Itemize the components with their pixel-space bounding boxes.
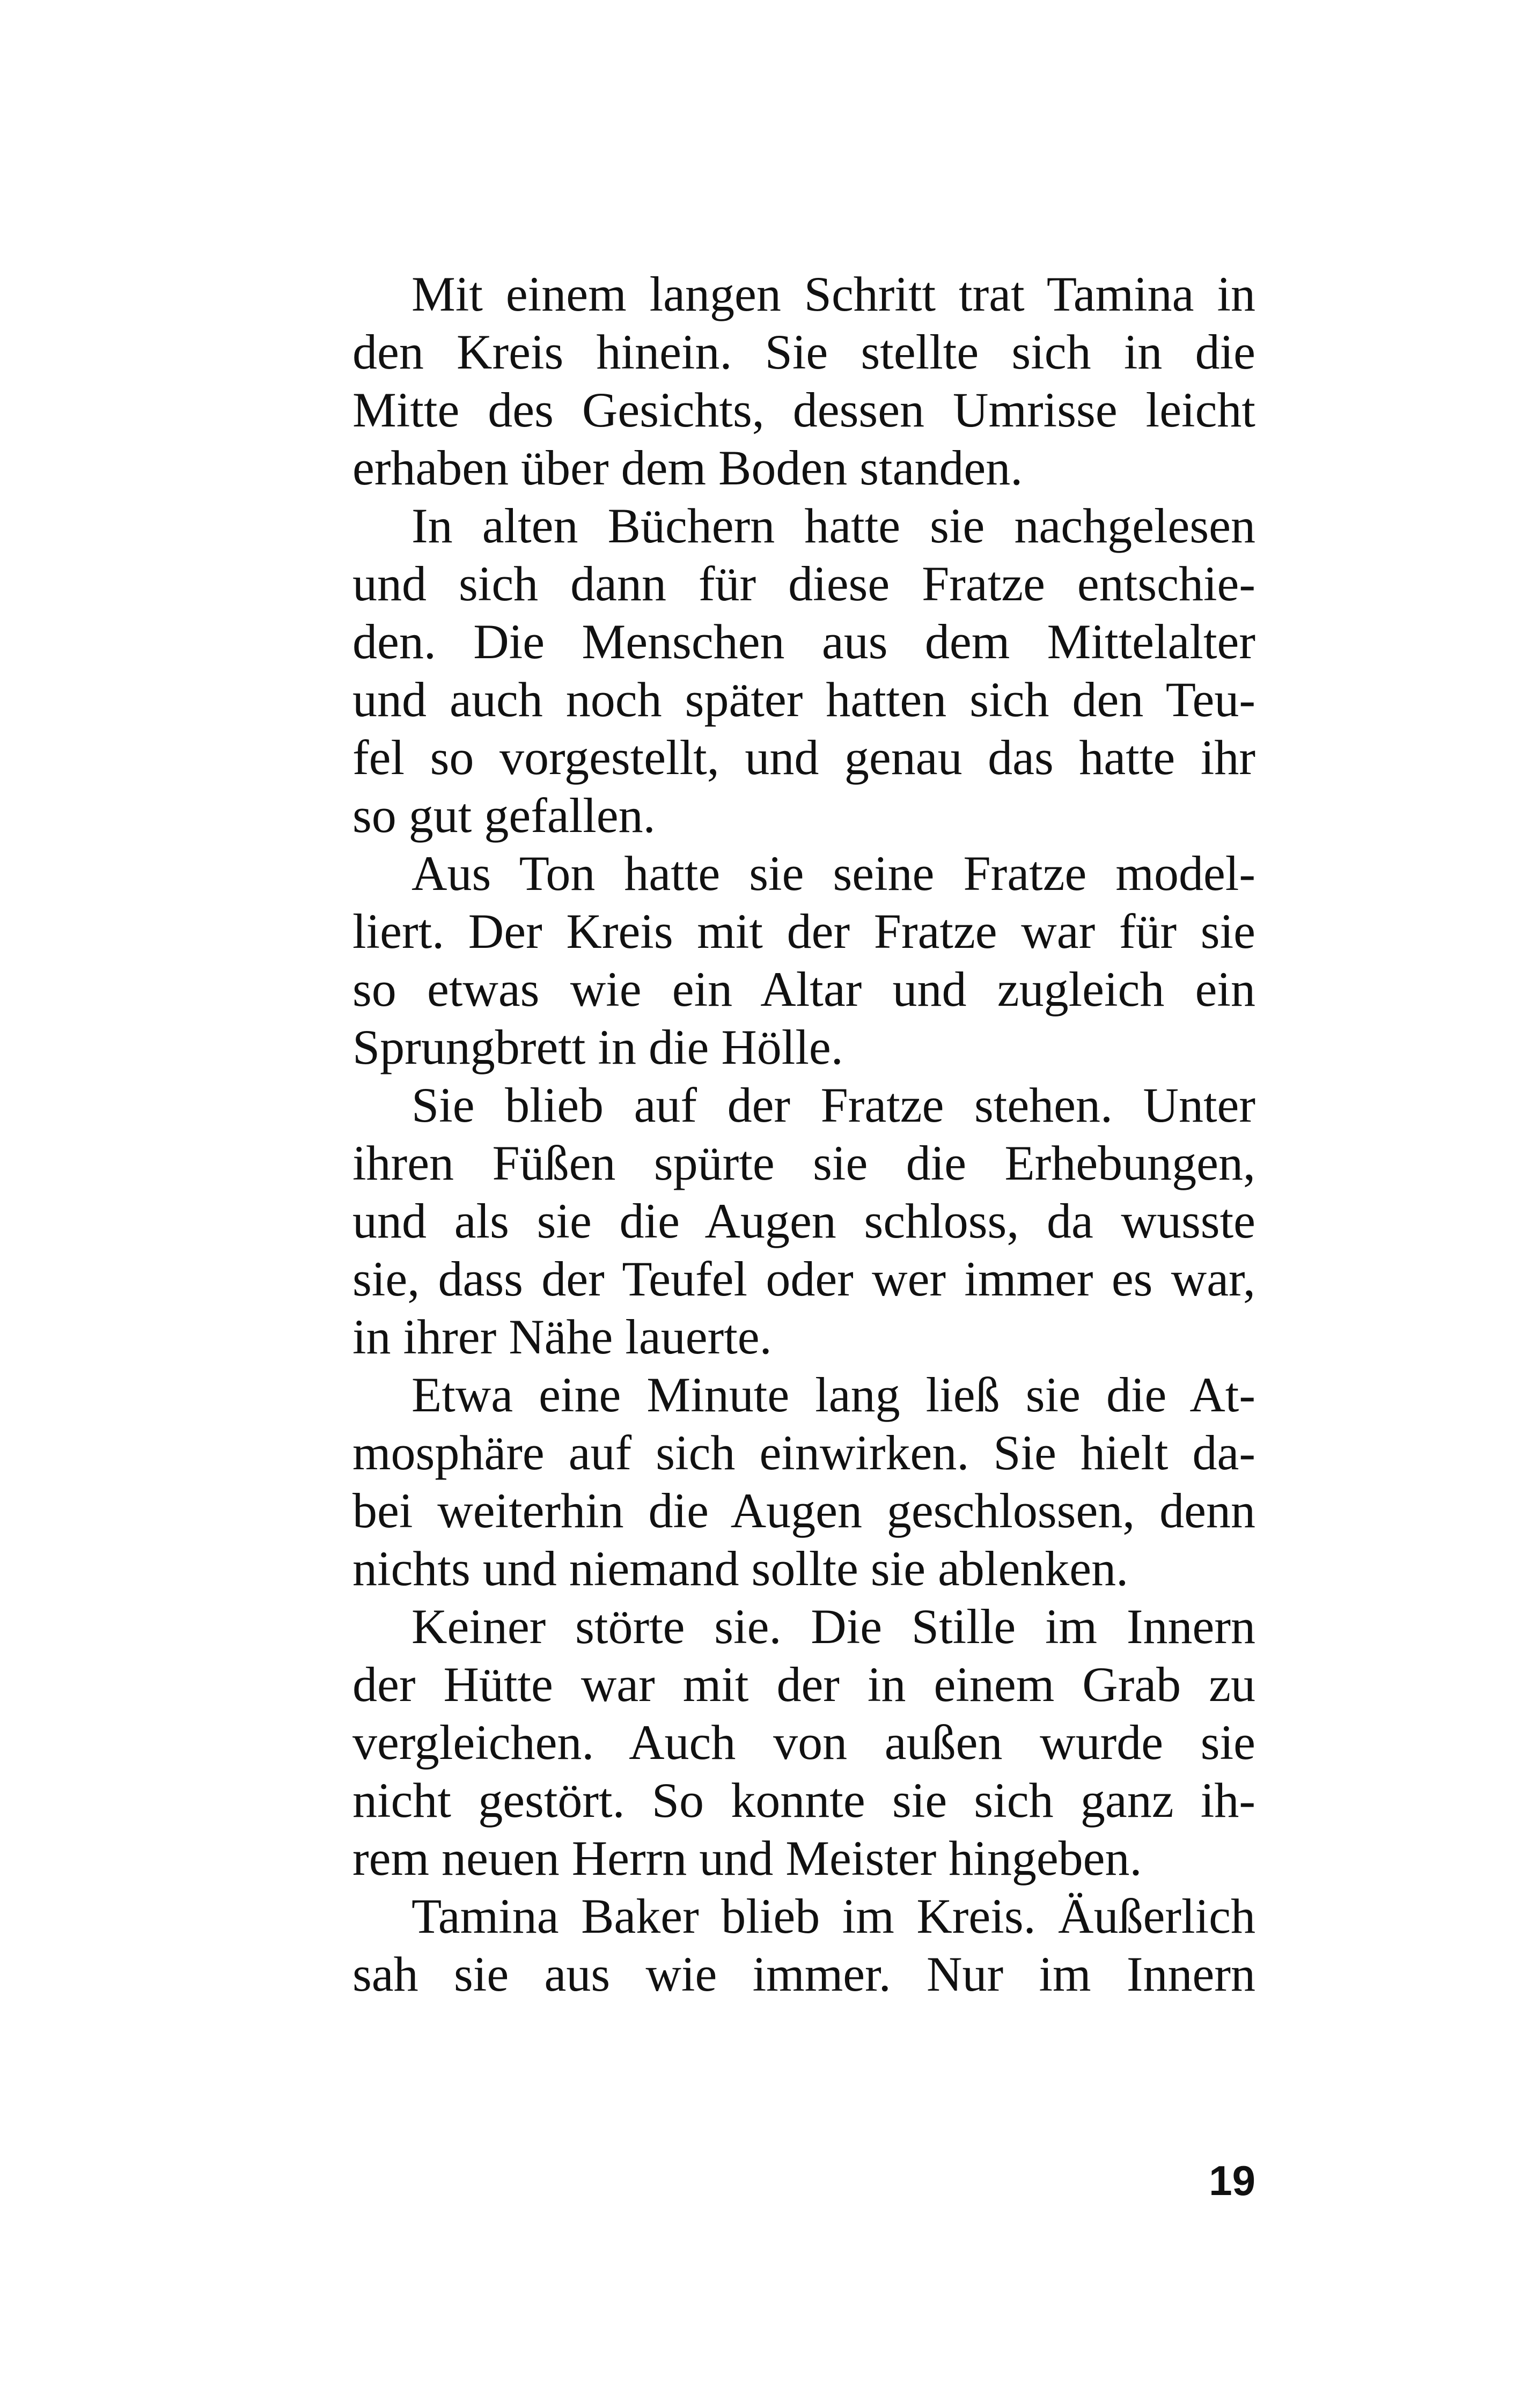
text-line: und als sie die Augen schloss, da wusste	[352, 1194, 1255, 1248]
text-line: Keiner störte sie. Die Stille im Innern	[412, 1599, 1255, 1654]
text-line: Etwa eine Minute lang ließ sie die At-	[412, 1367, 1255, 1422]
text-line: erhaben über dem Boden standen.	[352, 440, 1023, 495]
text-line: Tamina Baker blieb im Kreis. Äußerlich	[412, 1889, 1255, 1943]
text-line: Mit einem langen Schritt trat Tamina in	[412, 267, 1255, 321]
text-line: den. Die Menschen aus dem Mittelalter	[352, 614, 1255, 669]
text-line: liert. Der Kreis mit der Fratze war für sie	[352, 904, 1255, 959]
text-line: vergleichen. Auch von außen wurde sie	[352, 1715, 1255, 1770]
text-line: und sich dann für diese Fratze entschie-	[352, 556, 1255, 611]
text-line: in ihrer Nähe lauerte.	[352, 1309, 772, 1364]
text-line: In alten Büchern hatte sie nachgelesen	[412, 498, 1255, 553]
text-line: nichts und niemand sollte sie ablenken.	[352, 1541, 1129, 1596]
text-line: nicht gestört. So konnte sie sich ganz ih-	[352, 1773, 1255, 1828]
text-line: Mitte des Gesichts, dessen Umrisse leicht	[352, 382, 1255, 437]
text-line: den Kreis hinein. Sie stellte sich in die	[352, 325, 1255, 379]
text-line: sah sie aus wie immer. Nur im Innern	[352, 1947, 1255, 2001]
text-line: rem neuen Herrn und Meister hingeben.	[352, 1831, 1142, 1886]
text-line: fel so vorgestellt, und genau das hatte ihr	[352, 730, 1255, 785]
page-number: 19	[1209, 2157, 1255, 2204]
text-line: sie, dass der Teufel oder wer immer es war,	[352, 1251, 1255, 1306]
body-text	[352, 265, 1255, 2003]
text-line: so gut gefallen.	[352, 788, 656, 843]
text-line: Sprungbrett in die Hölle.	[352, 1020, 843, 1074]
text-line: bei weiterhin die Augen geschlossen, denn	[352, 1483, 1255, 1538]
text-line: mosphäre auf sich einwirken. Sie hielt da-	[352, 1425, 1255, 1480]
text-line: Sie blieb auf der Fratze stehen. Unter	[412, 1078, 1255, 1132]
text-line: Aus Ton hatte sie seine Fratze model-	[412, 846, 1255, 901]
text-line: ihren Füßen spürte sie die Erhebungen,	[352, 1136, 1255, 1190]
text-line: der Hütte war mit der in einem Grab zu	[352, 1657, 1255, 1712]
text-line: so etwas wie ein Altar und zugleich ein	[352, 962, 1255, 1017]
text-line: und auch noch später hatten sich den Teu-	[352, 672, 1255, 727]
